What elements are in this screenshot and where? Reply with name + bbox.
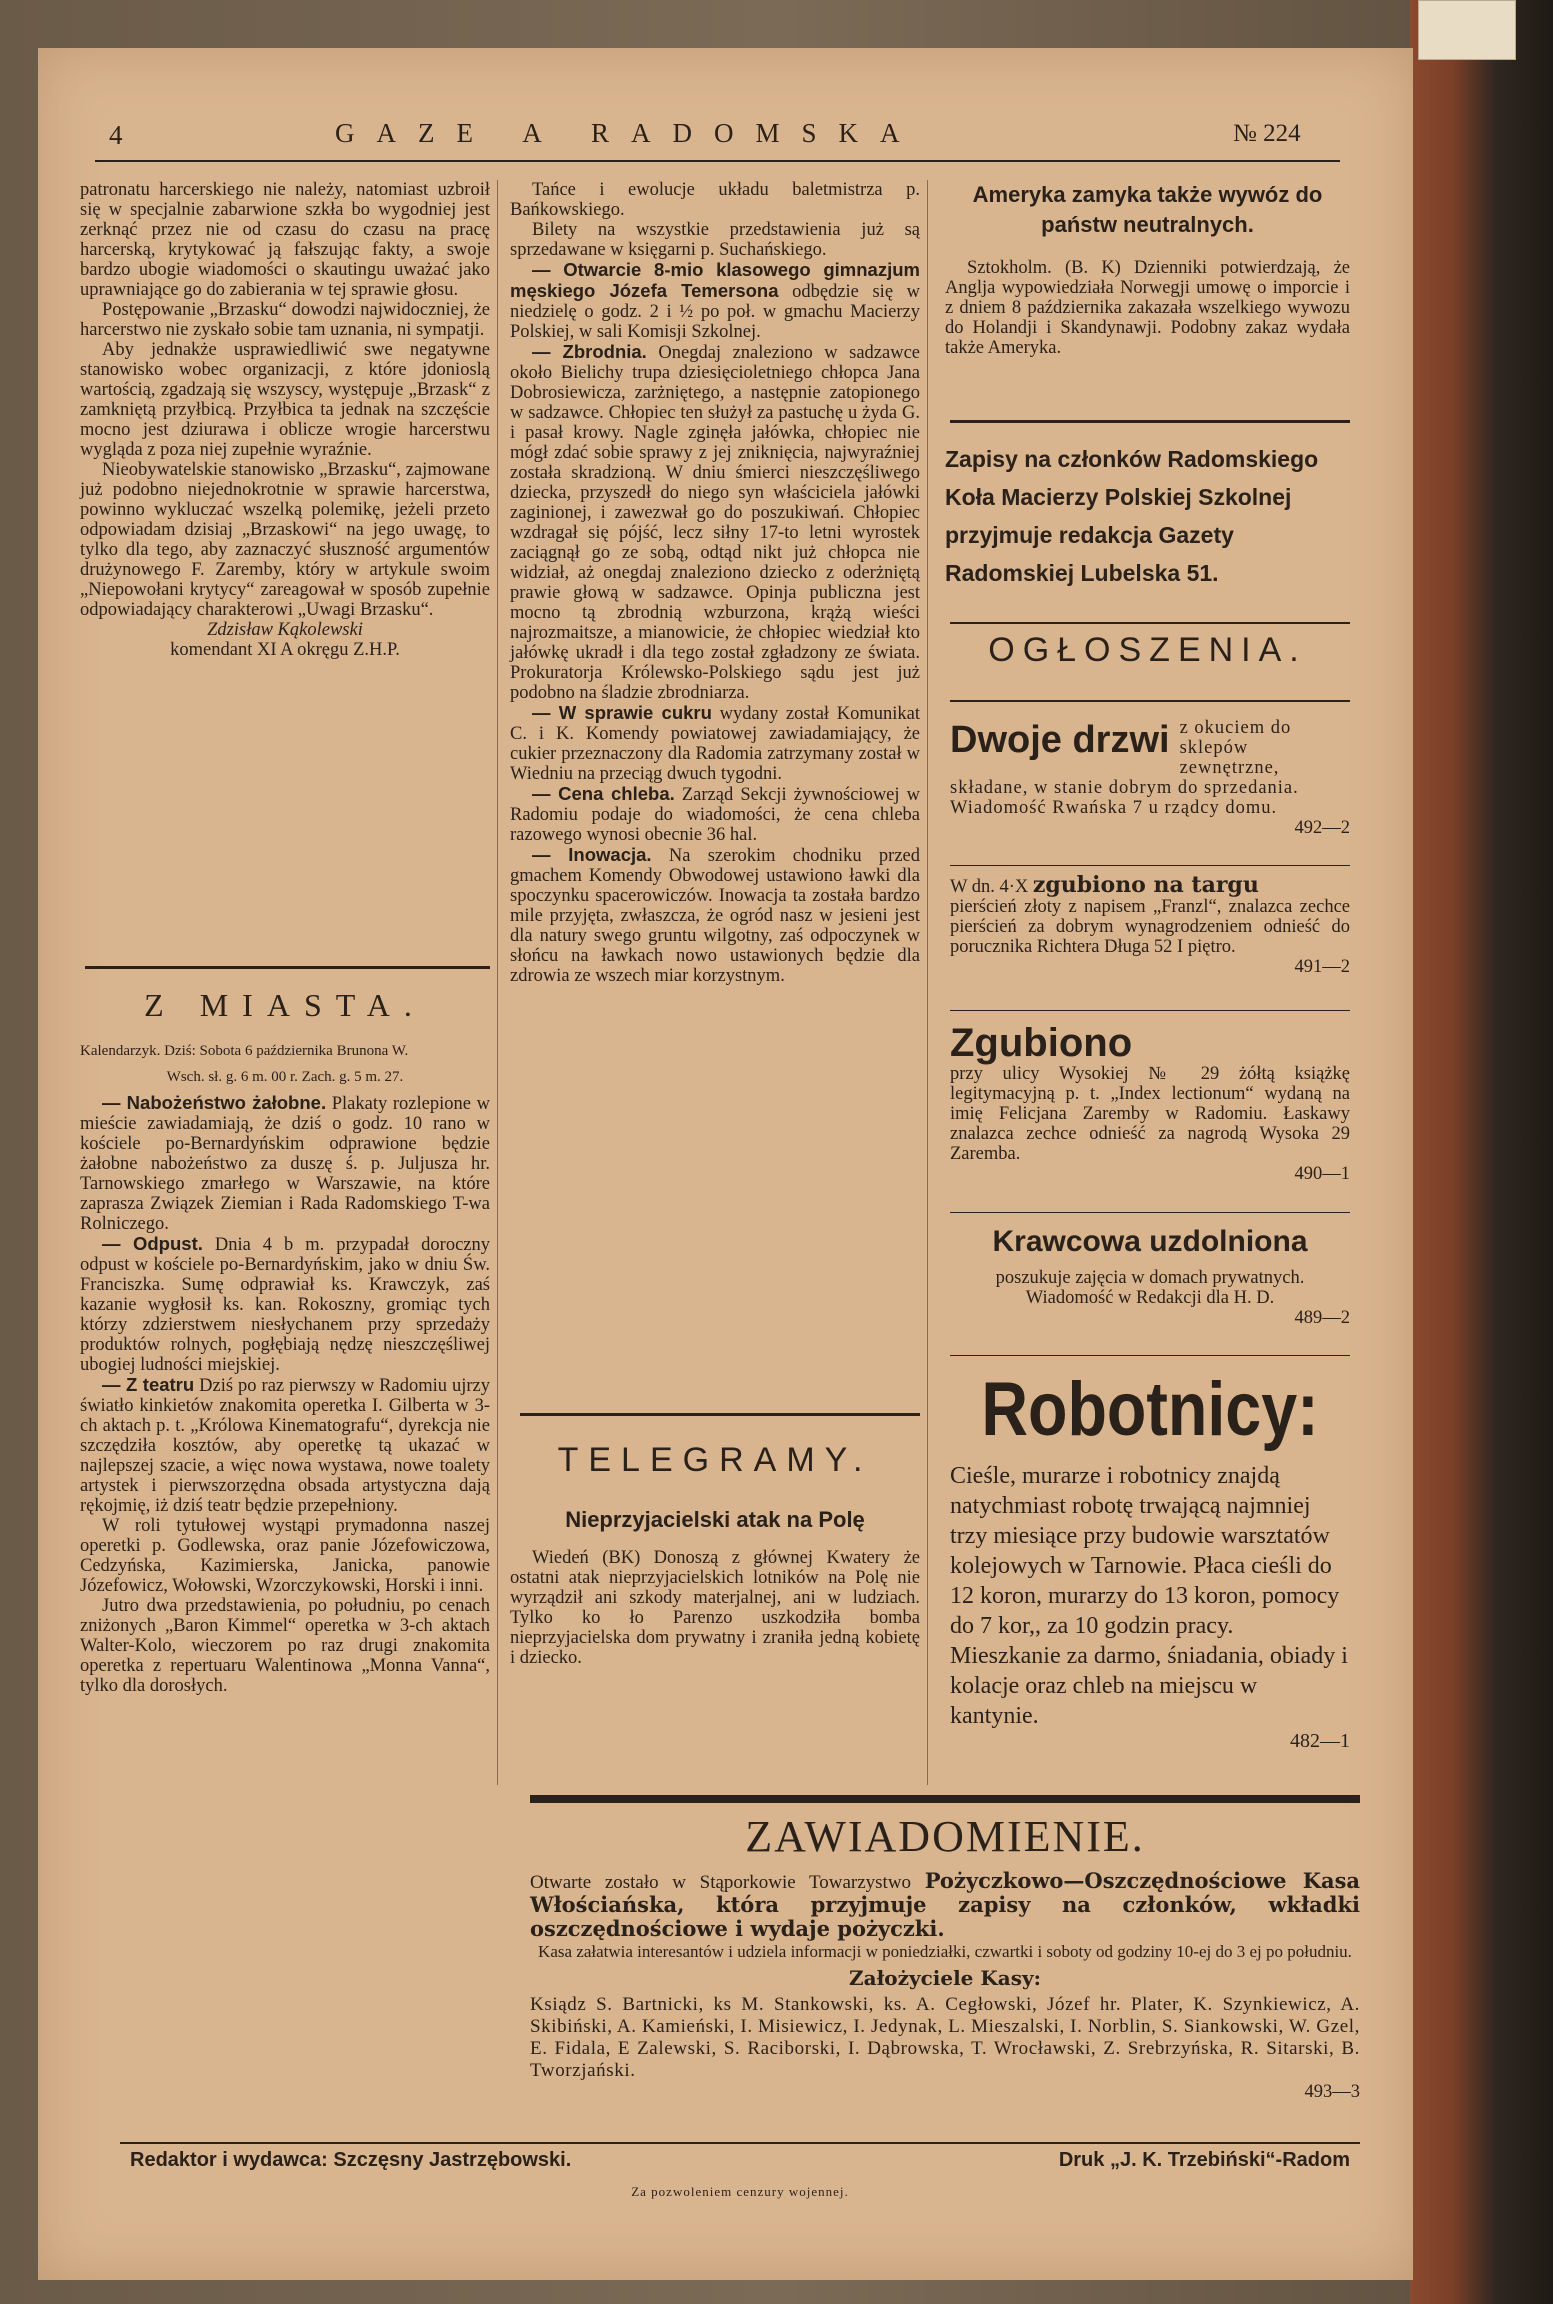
column-separator [497, 180, 498, 1785]
news-heading: — Cena chleba. [532, 783, 675, 804]
article-text: Sztokholm. (B. K) Dzienniki potwierdzają, że Anglja wypowiedziała Norwegji umowę o imporcie i z dniem 8 października zakazała wszelkiego wywozu do Holandji i Skandynawji. Podobny zakaz wydała także Ameryka. [945, 258, 1350, 358]
telegrams-title: TELEGRAMY. [557, 1441, 873, 1479]
section-title: Z MIASTA. [144, 987, 426, 1023]
news-text: W roli tytułowej wystąpi prymadonna naszej operetki p. Godlewska, oraz panie Józefowiczowa, Cedzyńska, Kazimierska, Janicka, panowie Józefowicz, Wołowski, Wzorczykowski, Horski i inni. [80, 1516, 490, 1596]
news-text: Dnia 4 b m. przypadał doroczny odpust w kościele po-Bernardyńskim, jako w dniu Św. Franciszka. Sumę odprawiał ks. Krawczyk, zaś kazanie wygłosił ks. kan. Rokoszny, gromiąc tych którzy zdzierstwem niesłychanem przy sprzedaży produktów rolnych, pogłębiają nędzę nieszczęśliwej ubogiej ludności miejskiej. [80, 1235, 490, 1375]
ad-seamstress [950, 1222, 1350, 1328]
editor-line: Redaktor i wydawca: Szczęsny Jastrzębowski. [130, 2149, 572, 2171]
censor-note: Za pozwoleniem cenzury wojennej. [631, 2184, 849, 2199]
ad-ring [950, 872, 1350, 977]
divider [530, 1795, 1360, 1803]
article-text: Aby jednakże usprawiedliwić swe negatywne stanowisko wobec organizacji, z które jdonioslą wartością, zgadzają się wszyscy, występuje „Brzask“ z zamkniętą przyłbicą. Przyłbica ta jednak na szczęście mocno jest dziurawa i oblicze wrogie harcerstwu wygląda z poza niej zupełnie wyraźnie. [80, 340, 490, 460]
news-heading: — W sprawie cukru [532, 702, 712, 723]
page-header [95, 118, 1340, 152]
divider [520, 1413, 920, 1416]
sun-times: Wsch. sł. g. 6 m. 00 r. Zach. g. 5 m. 27. [166, 1069, 404, 1085]
notice-text: Kasa załatwia interesantów i udziela informacji w poniedziałki, czwartki i soboty od godziny 10-ej do 3 ej po południu. [538, 1942, 1352, 1961]
ad-text: Cieśle, murarze i robotnicy znajdą natychmiast robotę trwającą najmniej trzy miesiące przy budowie warsztatów kolejowych w Tarnowie. Płaca cieśli do 12 koron, murarzy do 13 koron, pomocy do 7 kor,, za 10 godzin pracy. Mieszkanie za darmo, śniadania, obiady i kolacje oraz chleb na miejscu w kantynie. [950, 1463, 1348, 1729]
page-number: 4 [109, 120, 123, 150]
article-text: Postępowanie „Brzasku“ dowodzi najwidoczniej, że harcerstwo nie zyskało sobie tam uznania, ni sympatji. [80, 300, 490, 340]
news-text: Tańce i ewolucje układu baletmistrza p. Bańkowskiego. [510, 180, 920, 220]
news-text: Jutro dwa przedstawienia, po południu, po cenach zniżonych „Baron Kimmel“ operetka w 3-ch aktach Walter-Kolo, wieczorem po raz drugi znakomita operetka z repertuaru Walentinowa „Monna Vanna“, tylko dla dorosłych. [80, 1596, 490, 1696]
founders-heading: Założyciele Kasy: [849, 1966, 1041, 1990]
telegram-text: Wiedeń (BK) Donoszą z głównej Kwatery że ostatni atak nieprzyjacielskich lotników na Polę nie wyrządził ani szkody materjalnej, ani w ludziach. Tylko ko ło Parenzo uszkodziła bomba nieprzyjacielska dom prywatny i zraniła jedną kobietę i dziecko. [510, 1548, 920, 1668]
ad-heading: Krawcowa uzdolniona [992, 1225, 1308, 1258]
news-heading: — Odpust. [102, 1233, 203, 1254]
paper-tab [1418, 0, 1516, 60]
news-heading: — Z teatru [102, 1374, 195, 1395]
divider [950, 420, 1350, 423]
news-heading: — Inowacja. [532, 844, 652, 865]
ad-text: W dn. 4·X [950, 877, 1029, 897]
ad-text: z okuciem do sklepów zewnętrzne, [1179, 718, 1292, 778]
divider [950, 1212, 1350, 1213]
notice-title: ZAWIADOMIENIE. [745, 1812, 1145, 1861]
divider [85, 966, 490, 969]
divider [950, 865, 1350, 866]
news-text: wydany został Komunikat C. i K. Komendy powiatowej zawiadamiający, że cukier przeznaczony dla Radomia zatrzymany został w Wiedniu na przeciąg dwuch tygodni. [510, 704, 921, 784]
issue-number: № 224 [1233, 120, 1301, 147]
ad-doors [950, 718, 1350, 838]
ad-heading: Robotnicy: [981, 1367, 1319, 1452]
ad-lost [950, 1020, 1350, 1184]
news-text: Plakaty rozlepione w mieście zawiadamiają, że dziś o godz. 10 rano w kościele po-Bernardyńskim odprawione będzie żałobne nabożeństwo za duszę ś. p. Juljusza hr. Tarnowskiego zmarłego w Warszawie, na które zaprasza Związek Ziemian i Rada Radomskiego T-wa Rolniczego. [80, 1094, 490, 1234]
article-heading: Ameryka zamyka także wywóz do państw neutralnych. [972, 182, 1323, 237]
divider [950, 1010, 1350, 1011]
signature-title: komendant XI A okręgu Z.H.P. [170, 640, 400, 660]
notice-number: 493—3 [1304, 2082, 1360, 2102]
membership-text: Zapisy na członków Radomskiego Koła Macierzy Polskiej Szkolnej przyjmuje redakcja Gazety Radomskiej Lubelska 51. [945, 446, 1319, 586]
divider [950, 700, 1350, 702]
ad-number: 489—2 [1294, 1308, 1350, 1328]
signature: Zdzisław Kąkolewski [207, 620, 363, 640]
news-heading: — Otwarcie 8-mio klasowego gimnazjum męskiego Józefa Temersona [510, 259, 920, 301]
ad-text: pierścień złoty z napisem „Franzl“, znalazca zechce pierścień za dobrym wynagrodzeniem odnieść do porucznika Richtera Długa 52 I piętro. [950, 897, 1350, 957]
divider [950, 622, 1350, 624]
footer [130, 2150, 1350, 2170]
ad-number: 490—1 [1294, 1164, 1350, 1184]
ad-number: 491—2 [1294, 957, 1350, 977]
notice-text: Otwarte zostało w Stąporkowie Towarzystwo [530, 1872, 912, 1893]
telegram-heading: Nieprzyjacielski atak na Polę [565, 1507, 865, 1532]
header-rule [95, 160, 1340, 162]
column-1 [80, 180, 490, 660]
ad-number: 482—1 [1290, 1730, 1350, 1752]
printer-line: Druk „J. K. Trzebiński“-Radom [1058, 2149, 1350, 2171]
footer-rule [120, 2142, 1360, 2144]
column-1-city [80, 987, 491, 1696]
news-text: Dziś po raz pierwszy w Radomiu ujrzy światło kinkietów znakomita operetka I. Gilberta w 3-ch aktach p. t. „Królowa Kinematografu“, dyrekcja nie szczędziła kosztów, aby operetkę tą ukazać w najlepszej szacie, a więc nowa wystawa, nowe toalety artystek i pierwszorzędna obsada artystyczna dają rękojmię, iż dziś teatr będzie przepełniony. [80, 1376, 491, 1516]
notice-highlight: Pożyczkowo—Oszczędnościowe Kasa Włościańska, która przyjmuje zapisy na członków, wkładki oszczędnościowe i wydaje pożyczki. [530, 1868, 1361, 1941]
ads-title: OGŁOSZENIA. [988, 631, 1307, 669]
article-text: Nieobywatelskie stanowisko „Brzasku“, zajmowane już podobno niejednokrotnie w sprawie harcerstwa, powinno wykluczać wszelką polemikę, jeżeli przeto odpowiadam dzisiaj „Brzaskowi“ na jego uwagę, to tylko dla tego, aby zaznaczyć słuszność argumentów drużynowego F. Zaremby, który w artykule swoim „Niepowołani krytycy“ zareagował w sposób zupełnie odpowiadający charakterowi „Uwagi Brzasku“. [80, 460, 490, 620]
news-text: Onegdaj znaleziono w sadzawce około Bielichy trupa dziesięcioletniego chłopca Jana Dobrosiewicza, zarżniętego, a następnie zatopionego w sadzawce. Chłopiec ten służył za pastuchę u żyda G. i pasał krowy. Nagle zginęła jałówka, chłopiec nie mógł zdać sobie sprawy z jej zniknięcia, najwyraźniej została skradzioną. W dniu śmierci nieszczęśliwego dziecka, przyszedł do niego syn właściciela jałówki zaginionej, i zawezwał go do poszukiwań. Chłopiec wzdragał się pójść, lecz siłny 17-to letni wyrostek zaciągnął go ze sobą, odtąd nikt już chłopca nie widział, aż onegdaj znaleziono dziecko z oderżniętą prawie głową w sadzawce. Opinja publiczna jest mocno tą zbrodnią wzburzona, krążą wieści najrozmaitsze, a mianowicie, że chłopiec wiedział kto jałówkę ukradł i dla tego został zgładzony ze świata. Prokuratorja Królewsko-Polskiego sądu jest już podobno na śladzie zbrodniarza. [510, 343, 921, 703]
column-2 [510, 180, 920, 986]
ad-heading: zgubiono na targu [1032, 872, 1259, 898]
ad-text: poszukuje zajęcia w domach prywatnych. Wiadomość w Redakcji dla H. D. [995, 1268, 1305, 1308]
ad-heading: Dwoje drzwi [950, 719, 1170, 761]
ad-number: 492—2 [1294, 818, 1350, 838]
news-text: odbędzie się w niedzielę o godz. 2 i ½ po poł. w gmachu Macierzy Polskiej, w sali Komisji Szkolnej. [510, 282, 920, 342]
binding-edge [1410, 0, 1553, 2304]
column-3 [945, 180, 1350, 358]
calendar: Kalendarzyk. Dziś: Sobota 6 października Brunona W. [80, 1043, 409, 1059]
membership-notice [945, 440, 1350, 592]
telegrams [510, 1441, 920, 1668]
ad-text: przy ulicy Wysokiej № 29 żółtą książkę legitymacyjną p. t. „Index lectionum“ wydaną na imię Felicjana Zaremby w Radomiu. Łaskawy znalazca zechce odnieść za nagrodą Wysoka 29 Zaremba. [950, 1064, 1350, 1164]
news-text: Na szerokim chodniku przed gmachem Komendy Obwodowej ustawiono ławki dla spoczynku spacerowiczów. Inowacja ta została bardzo mile przyjęta, zwłaszcza, że ogród nasz w jesieni jest dla natury swego gruntu wilgotny, zaś odpoczynek w słońcu na ławkach nowo ustawionych będzie dla zdrowia ze wszech miar korzystnym. [510, 846, 921, 986]
news-text: Bilety na wszystkie przedstawienia już są sprzedawane w księgarni p. Suchańskiego. [510, 220, 920, 260]
masthead: GAZE A RADOMSKA [335, 118, 922, 148]
news-heading: — Nabożeństwo żałobne. [102, 1092, 327, 1113]
founders-list: Ksiądz S. Bartnicki, ks M. Stankowski, ks. A. Cegłowski, Józef hr. Plater, K. Szynkiewicz, A. Skibiński, A. Kamieński, I. Misiewicz, I. Jedynak, L. Mieszalski, I. Norblin, S. Siankowski, W. Gzel, E. Fidala, E Zalewski, S. Raciborski, I. Dąbrowska, T. Wrocławski, Z. Srebrzyńska, R. Sitarski, B. Tworzjański. [530, 1994, 1360, 2081]
news-text: Zarząd Sekcji żywnościowej w Radomiu podaje do wiadomości, że cena chleba razowego wynosi obecnie 36 hal. [510, 785, 921, 845]
ad-heading: Zgubiono [950, 1021, 1133, 1065]
divider [950, 1355, 1350, 1356]
news-heading: — Zbrodnia. [532, 341, 647, 362]
notice [530, 1812, 1360, 2102]
article-text: patronatu harcerskiego nie należy, natomiast uzbroił się w specjalnie zabarwione szkła bo wygodniej jest zerknąć przez nie od czasu do czasu na pracę harcerską, krytykować ją fałszując fakty, a swoje bardzo ubogie wiadomości o skautingu uważać jako uprawniające go do zabierania w tej sprawie głosu. [80, 180, 490, 300]
ad-text: składane, w stanie dobrym do sprzedania. Wiadomość Rwańska 7 u rządcy domu. [950, 778, 1299, 818]
ad-workers [950, 1365, 1350, 1751]
ads-title-box [945, 631, 1350, 669]
column-separator [927, 180, 928, 1785]
